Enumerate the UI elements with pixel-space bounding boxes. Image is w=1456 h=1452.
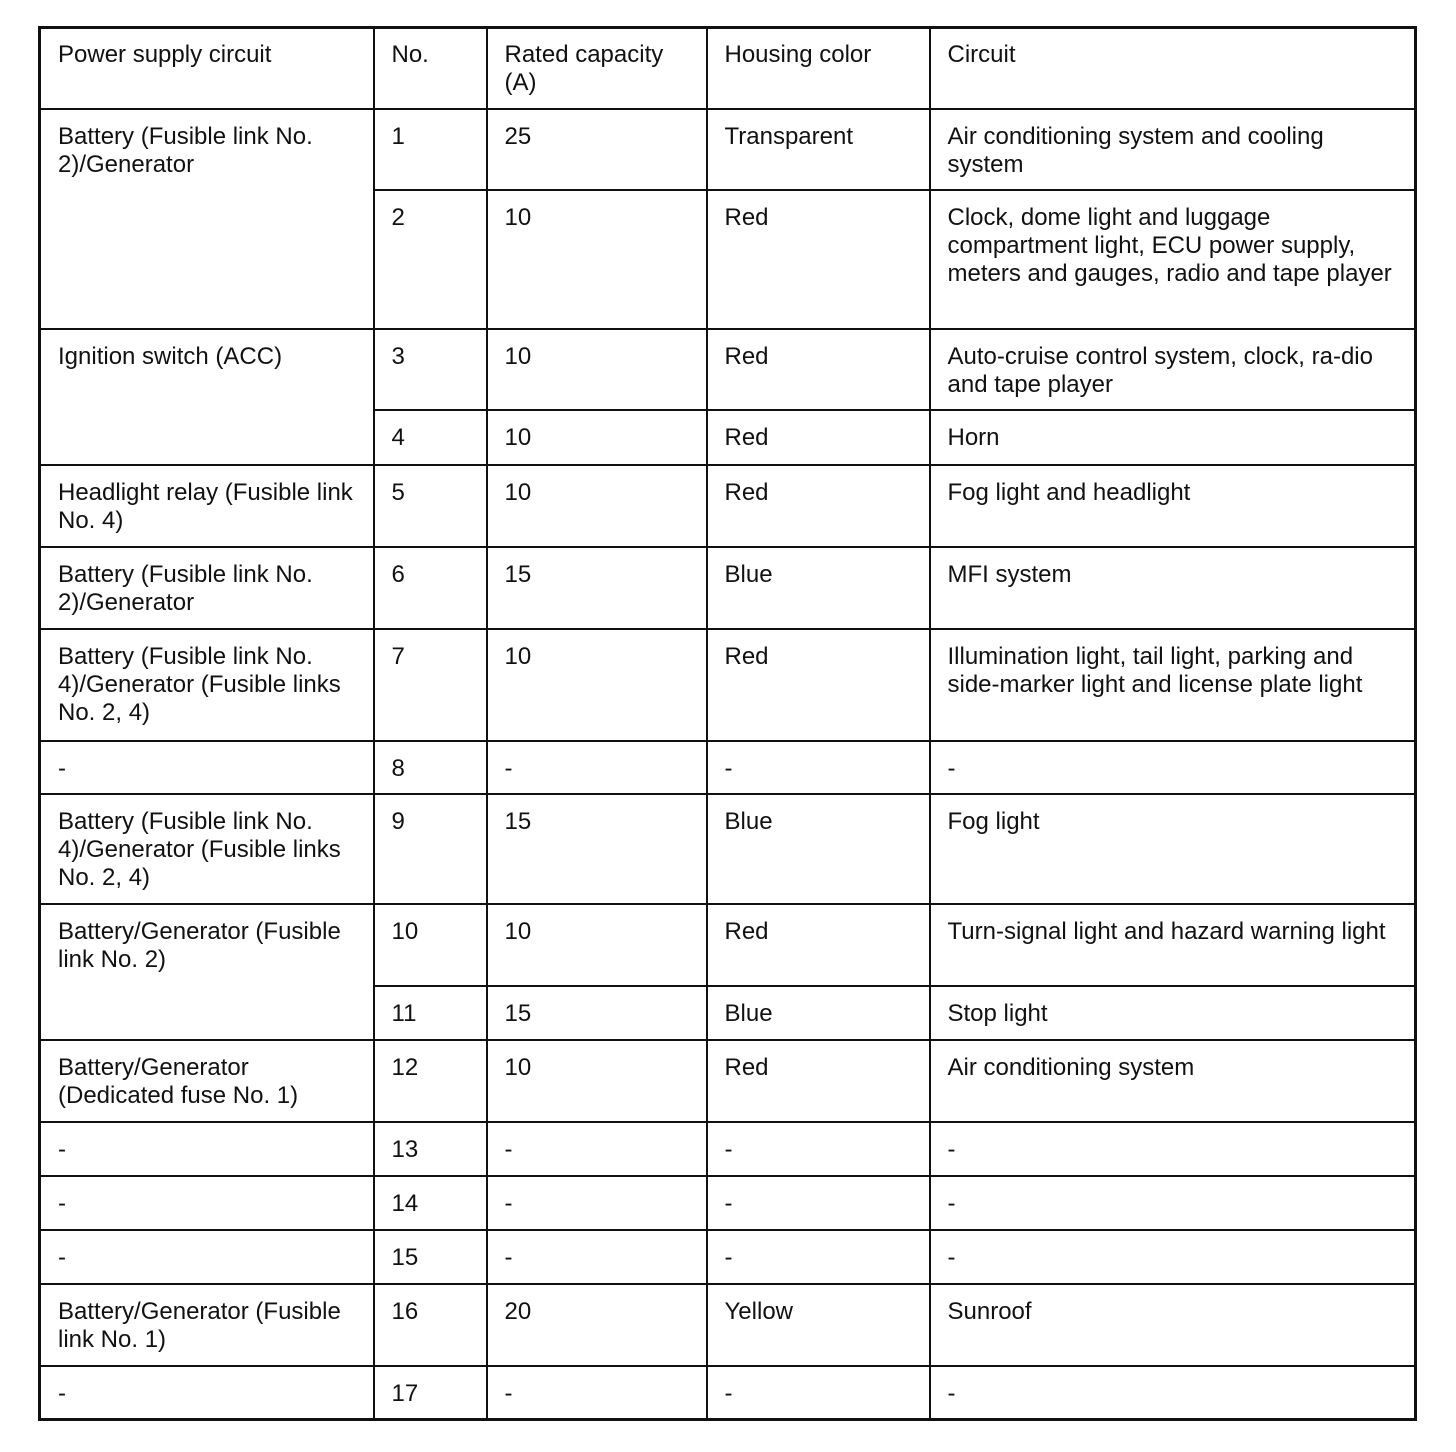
cell-housing-color: - [707,1122,930,1176]
table-row [40,1230,1416,1284]
cell-circuit: MFI system [930,547,1416,629]
cell-circuit: Fog light and headlight [930,465,1416,547]
cell-no: 5 [374,465,487,547]
cell-housing-color: Blue [707,794,930,904]
cell-power-supply: Headlight relay (Fusible link No. 4) [40,465,374,547]
cell-circuit: Air conditioning system and cooling system [930,109,1416,190]
table-row [40,629,1416,741]
cell-housing-color: - [707,1366,930,1420]
cell-housing-color: - [707,1176,930,1230]
cell-housing-color: Red [707,410,930,465]
cell-no: 1 [374,109,487,190]
table-row [40,109,1416,190]
cell-rated-capacity: 15 [487,547,707,629]
cell-circuit: Horn [930,410,1416,465]
cell-no: 10 [374,904,487,986]
cell-power-supply: Ignition switch (ACC) [40,329,374,465]
cell-circuit: - [930,1366,1416,1420]
cell-no: 15 [374,1230,487,1284]
cell-rated-capacity: - [487,1122,707,1176]
cell-housing-color: Blue [707,986,930,1040]
cell-no: 14 [374,1176,487,1230]
table-row [40,1176,1416,1230]
cell-circuit: Turn-signal light and hazard warning light [930,904,1416,986]
table-header [40,28,1416,109]
cell-no: 6 [374,547,487,629]
table-row [40,1366,1416,1420]
table-row [40,904,1416,986]
table-row [40,465,1416,547]
cell-housing-color: Yellow [707,1284,930,1366]
cell-circuit: Sunroof [930,1284,1416,1366]
cell-no: 13 [374,1122,487,1176]
cell-housing-color: Red [707,329,930,410]
cell-rated-capacity: 10 [487,329,707,410]
cell-circuit: Illumination light, tail light, parking and side-marker light and license plate light [930,629,1416,741]
table-row [40,547,1416,629]
cell-power-supply: Battery (Fusible link No. 2)/Generator [40,109,374,329]
cell-power-supply: Battery/Generator (Dedicated fuse No. 1) [40,1040,374,1122]
cell-circuit: - [930,1122,1416,1176]
cell-housing-color: Red [707,904,930,986]
cell-circuit: Clock, dome light and luggage compartment light, ECU power supply, meters and gauges, radio and tape player [930,190,1416,329]
cell-no: 16 [374,1284,487,1366]
cell-rated-capacity: 10 [487,465,707,547]
cell-power-supply: - [40,1176,374,1230]
fuse-table [38,26,1417,1421]
cell-circuit: Stop light [930,986,1416,1040]
cell-housing-color: Red [707,629,930,741]
header-housing-color: Housing color [707,28,930,109]
cell-rated-capacity: 10 [487,904,707,986]
table-body [40,109,1416,1420]
cell-circuit: - [930,741,1416,794]
table-row [40,1122,1416,1176]
cell-no: 3 [374,329,487,410]
header-power-supply: Power supply circuit [40,28,374,109]
cell-no: 7 [374,629,487,741]
cell-housing-color: Red [707,465,930,547]
cell-power-supply: Battery (Fusible link No. 2)/Generator [40,547,374,629]
cell-no: 17 [374,1366,487,1420]
cell-housing-color: - [707,741,930,794]
cell-rated-capacity: 10 [487,410,707,465]
cell-no: 12 [374,1040,487,1122]
table-row [40,1284,1416,1366]
cell-circuit: - [930,1176,1416,1230]
cell-rated-capacity: 10 [487,1040,707,1122]
cell-power-supply: - [40,1230,374,1284]
cell-rated-capacity: - [487,741,707,794]
table-row [40,794,1416,904]
cell-rated-capacity: - [487,1366,707,1420]
cell-power-supply: Battery (Fusible link No. 4)/Generator (Fusible links No. 2, 4) [40,794,374,904]
header-row [40,28,1416,109]
cell-housing-color: - [707,1230,930,1284]
table-row [40,329,1416,410]
cell-rated-capacity: 15 [487,986,707,1040]
cell-rated-capacity: - [487,1230,707,1284]
cell-rated-capacity: 10 [487,629,707,741]
cell-rated-capacity: 15 [487,794,707,904]
cell-no: 11 [374,986,487,1040]
cell-rated-capacity: 10 [487,190,707,329]
cell-circuit: Fog light [930,794,1416,904]
cell-no: 8 [374,741,487,794]
header-no: No. [374,28,487,109]
header-rated-capacity: Rated capacity (A) [487,28,707,109]
cell-no: 4 [374,410,487,465]
cell-power-supply: - [40,1122,374,1176]
cell-circuit: - [930,1230,1416,1284]
cell-circuit: Auto-cruise control system, clock, ra-dio and tape player [930,329,1416,410]
table-row [40,741,1416,794]
table-row [40,1040,1416,1122]
cell-housing-color: Red [707,1040,930,1122]
cell-power-supply: Battery/Generator (Fusible link No. 1) [40,1284,374,1366]
cell-power-supply: Battery (Fusible link No. 4)/Generator (Fusible links No. 2, 4) [40,629,374,741]
cell-rated-capacity: - [487,1176,707,1230]
cell-power-supply: Battery/Generator (Fusible link No. 2) [40,904,374,1040]
cell-housing-color: Red [707,190,930,329]
cell-circuit: Air conditioning system [930,1040,1416,1122]
cell-housing-color: Transparent [707,109,930,190]
cell-rated-capacity: 25 [487,109,707,190]
cell-power-supply: - [40,741,374,794]
header-circuit: Circuit [930,28,1416,109]
cell-rated-capacity: 20 [487,1284,707,1366]
cell-housing-color: Blue [707,547,930,629]
cell-power-supply: - [40,1366,374,1420]
cell-no: 9 [374,794,487,904]
cell-no: 2 [374,190,487,329]
